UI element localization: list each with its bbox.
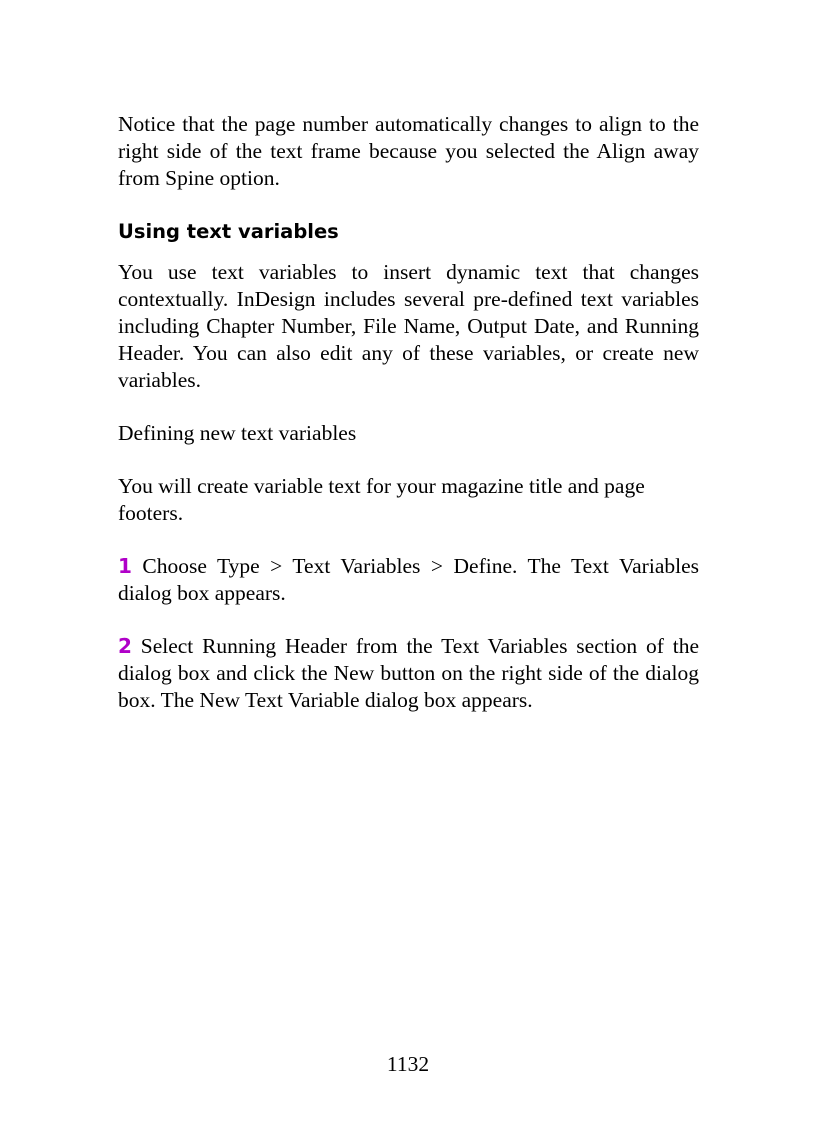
step-1-text: Choose Type > Text Variables > Define. The Text Variables dialog box appears. <box>118 554 699 605</box>
step-2-number: 2 <box>118 634 132 658</box>
subheading: Defining new text variables <box>118 421 357 445</box>
section-heading: Using text variables <box>118 220 339 243</box>
sub-body-paragraph: You will create variable text for your magazine title and page footers. <box>118 474 645 525</box>
step-2 <box>118 633 699 714</box>
page-content <box>118 111 699 714</box>
intro-paragraph: Notice that the page number automatically changes to align to the right side of the text frame because you selected the Align away from Spine option. <box>118 112 699 190</box>
step-1-number: 1 <box>118 554 132 578</box>
step-2-text: Select Running Header from the Text Variables section of the dialog box and click the New button on the right side of the dialog box. The New Text Variable dialog box appears. <box>118 634 699 712</box>
page-number: 1132 <box>386 1052 430 1076</box>
step-1 <box>118 553 699 607</box>
section-body-paragraph: You use text variables to insert dynamic text that changes contextually. InDesign includes several pre-defined text variables including Chapter Number, File Name, Output Date, and Running Header. You can also edit any of these variables, or create new variables. <box>118 260 699 392</box>
